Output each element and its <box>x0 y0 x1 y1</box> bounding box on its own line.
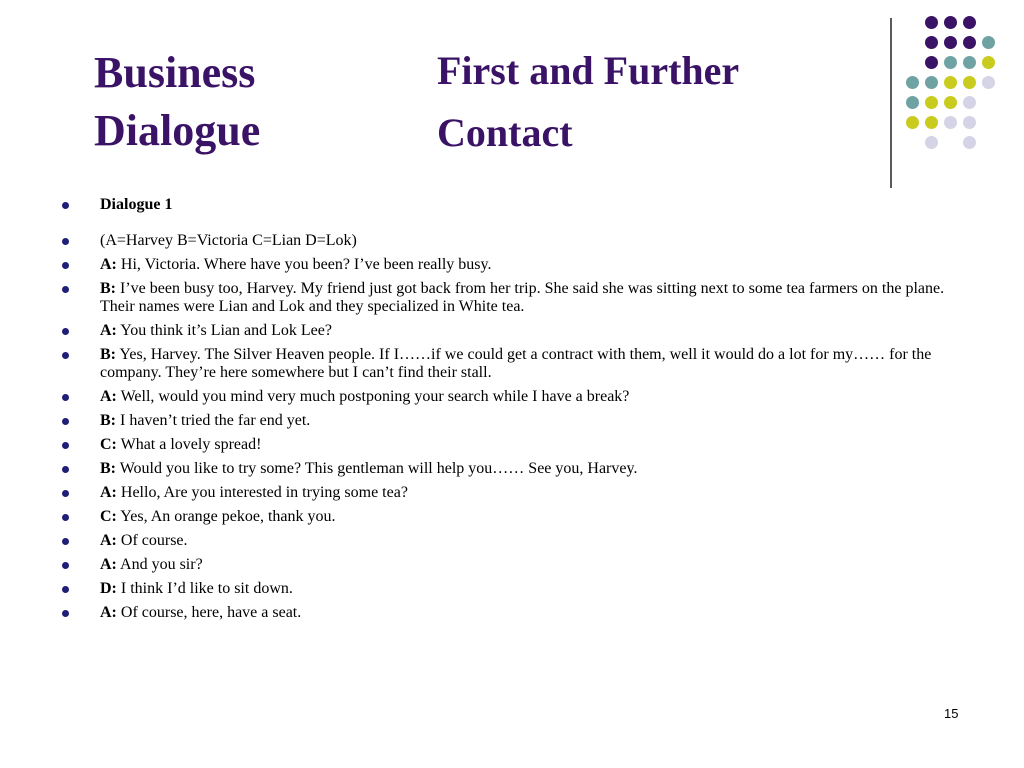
speaker-label: A: <box>100 388 117 405</box>
dialogue-text: I’ve been busy too, Harvey. My friend just got back from her trip. She said she was sitting next to some tea farmers on the plane. Their names were Lian and Lok and they specialized in White tea. <box>100 280 945 315</box>
dialogue-line <box>58 346 958 382</box>
slide-title-left <box>94 44 314 160</box>
decorative-dot <box>906 116 919 129</box>
dialogue-text: I think I’d like to sit down. <box>116 580 293 597</box>
decorative-dot <box>963 116 976 129</box>
dialogue-line <box>58 604 958 622</box>
title-right-line-1: First and Further <box>437 48 740 93</box>
dialogue-line <box>58 580 958 598</box>
dialogue-line <box>58 280 958 316</box>
slide-title-right <box>437 40 857 164</box>
dialogue-line <box>58 388 958 406</box>
dialogue-heading: Dialogue 1 <box>100 196 173 213</box>
dialogue-text: Yes, An orange pekoe, thank you. <box>116 508 336 525</box>
bullet-icon <box>62 286 69 293</box>
decorative-dot <box>963 36 976 49</box>
dialogue-text: Hi, Victoria. Where have you been? I’ve been really busy. <box>116 256 492 273</box>
dialogue-line <box>58 412 958 430</box>
decorative-dot <box>944 116 957 129</box>
speaker-label: B: <box>100 412 116 429</box>
decorative-dot <box>925 136 938 149</box>
speaker-label: D: <box>100 580 117 597</box>
decorative-dot <box>963 16 976 29</box>
decorative-dot <box>944 36 957 49</box>
decorative-dot <box>906 76 919 89</box>
bullet-icon <box>62 610 69 617</box>
decorative-dot <box>982 56 995 69</box>
dialogue-line <box>58 508 958 526</box>
bullet-icon <box>62 586 69 593</box>
speaker-label: C: <box>100 436 117 453</box>
speaker-label: B: <box>100 280 116 297</box>
dialogue-text: Of course. <box>116 532 188 549</box>
decorative-dot <box>963 136 976 149</box>
decorative-dot <box>944 96 957 109</box>
speaker-label: B: <box>100 460 116 477</box>
title-right-line-2: Contact <box>437 110 573 155</box>
bullet-icon <box>62 562 69 569</box>
dialogue-text: Yes, Harvey. The Silver Heaven people. If I……if we could get a contract with them, well it would do a lot for my…… for the company. They’re here somewhere but I can’t find their stall. <box>100 346 932 381</box>
dialogue-content <box>58 196 958 628</box>
decorative-dot <box>925 76 938 89</box>
bullet-icon <box>62 466 69 473</box>
dialogue-line <box>58 256 958 274</box>
decorative-dot <box>944 16 957 29</box>
decorative-dot <box>925 116 938 129</box>
bullet-icon <box>62 418 69 425</box>
cast-list: (A=Harvey B=Victoria C=Lian D=Lok) <box>100 232 357 249</box>
bullet-icon <box>62 394 69 401</box>
dialogue-line <box>58 460 958 478</box>
bullet-icon <box>62 352 69 359</box>
bullet-icon <box>62 538 69 545</box>
dialogue-text: You think it’s Lian and Lok Lee? <box>116 322 332 339</box>
dialogue-text: Hello, Are you interested in trying some tea? <box>116 484 408 501</box>
decorative-dot <box>963 76 976 89</box>
dialogue-text: What a lovely spread! <box>116 436 262 453</box>
dialogue-text: Well, would you mind very much postponing your search while I have a break? <box>116 388 630 405</box>
speaker-label: C: <box>100 508 117 525</box>
decorative-dot <box>906 96 919 109</box>
dialogue-line <box>58 532 958 550</box>
speaker-label: A: <box>100 532 117 549</box>
dialogue-text: I haven’t tried the far end yet. <box>116 412 311 429</box>
divider-line <box>890 18 892 188</box>
bullet-icon <box>62 442 69 449</box>
bullet-icon <box>62 238 69 245</box>
bullet-icon <box>62 262 69 269</box>
dialogue-line <box>58 484 958 502</box>
decorative-dot <box>944 76 957 89</box>
speaker-label: A: <box>100 484 117 501</box>
title-left-line-1: Business <box>94 48 256 97</box>
decorative-dot <box>963 96 976 109</box>
decorative-dot <box>925 96 938 109</box>
decorative-dot-grid <box>906 16 1006 166</box>
decorative-dot <box>982 76 995 89</box>
dialogue-text: And you sir? <box>116 556 203 573</box>
list-item-cast <box>58 232 958 250</box>
title-left-line-2: Dialogue <box>94 106 261 155</box>
speaker-label: A: <box>100 322 117 339</box>
speaker-label: A: <box>100 556 117 573</box>
bullet-icon <box>62 490 69 497</box>
bullet-icon <box>62 514 69 521</box>
decorative-dot <box>925 16 938 29</box>
speaker-label: A: <box>100 604 117 621</box>
dialogue-text: Of course, here, have a seat. <box>116 604 302 621</box>
page-number: 15 <box>944 706 959 721</box>
dialogue-line <box>58 556 958 574</box>
decorative-dot <box>925 56 938 69</box>
bullet-icon <box>62 328 69 335</box>
list-item-heading <box>58 196 958 214</box>
speaker-label: B: <box>100 346 116 363</box>
decorative-dot <box>925 36 938 49</box>
decorative-dot <box>982 36 995 49</box>
dialogue-text: Would you like to try some? This gentleman will help you…… See you, Harvey. <box>116 460 638 477</box>
decorative-dot <box>963 56 976 69</box>
speaker-label: A: <box>100 256 117 273</box>
dialogue-line <box>58 436 958 454</box>
decorative-dot <box>944 56 957 69</box>
bullet-icon <box>62 202 69 209</box>
dialogue-line <box>58 322 958 340</box>
